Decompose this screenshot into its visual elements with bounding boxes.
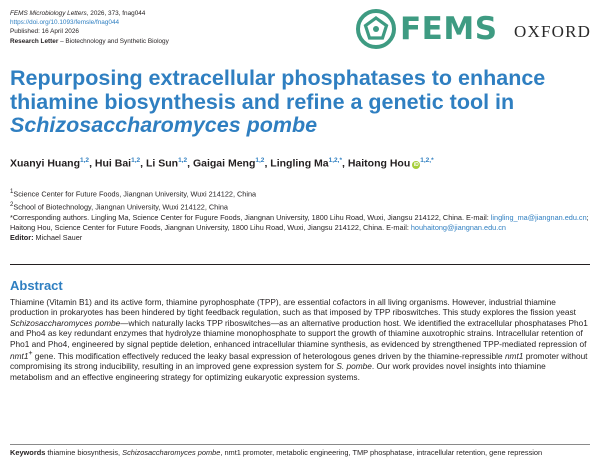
affiliation-1-text: Science Center for Future Foods, Jiangnan University, Wuxi 214122, China	[13, 189, 257, 199]
abstract-segment: Thiamine (Vitamin B1) and its active form, thiamine pyrophosphate (TPP), are essential cofactors in all living organisms. However, industrial thiamine production in prokaryotes has been hindered by tight feedback regulation, such as that imposed by TPP riboswitches. This study explores the fission yeast	[10, 297, 576, 318]
title-line-3: Schizosaccharomyces pombe	[10, 113, 318, 137]
journal-name: FEMS Microbiology Letters	[10, 10, 87, 17]
author-affiliation: 1,2,*	[420, 157, 434, 164]
corresponding-text-2: ; Haitong Hou, Science Center for Future Foods, Jiangnan University, 1800 Lihu Road, Wuxi, Jiangsu 214122, China. E-mail:	[10, 212, 589, 233]
author-affiliation: 1,2	[131, 157, 141, 164]
abstract-italic: nmt1	[504, 350, 524, 361]
orcid-icon[interactable]: iD	[413, 161, 419, 168]
author-separator: ,	[89, 157, 95, 170]
divider	[10, 264, 590, 265]
title-line-1: Repurposing extracellular phosphatases to enhance	[10, 66, 546, 90]
divider	[10, 444, 590, 445]
author-list	[10, 157, 434, 170]
abstract-italic: nmt1	[10, 350, 29, 361]
affiliation-1: $^1$Science Center for Future Foods, Jiangnan University, Wuxi 214122, China	[10, 188, 257, 199]
doi-link[interactable]: https://doi.org/10.1093/femsle/fnag044	[10, 19, 120, 27]
publisher-logos	[356, 8, 592, 52]
email-link[interactable]: lingling_ma@jiangnan.edu.cn	[490, 212, 587, 222]
email-link[interactable]: houhaitong@jiangnan.edu.cn	[410, 223, 506, 233]
author-name[interactable]: Li Sun	[145, 157, 179, 170]
abstract-superscript: +	[28, 350, 33, 358]
author-separator: ,	[140, 157, 146, 170]
author-separator: ,	[264, 157, 271, 170]
affiliation-2: $^2$School of Biotechnology, Jiangnan University, Wuxi 214122, China	[10, 200, 228, 212]
article-type: Research Letter	[10, 37, 59, 45]
author-name[interactable]: Xuanyi Huang	[10, 157, 81, 170]
abstract-italic: Schizosaccharomyces pombe	[10, 317, 121, 328]
abstract-heading: Abstract	[10, 278, 63, 293]
citation-info: , 2026, 373, fnag044	[86, 10, 146, 17]
article-metadata	[10, 9, 169, 46]
title-line-2: thiamine biosynthesis and refine a genetic tool in	[10, 89, 515, 114]
fems-logo-text: FEMS	[400, 11, 498, 47]
keywords-label: Keywords	[10, 448, 46, 457]
keywords-text: thiamine biosynthesis,	[45, 448, 123, 457]
abstract-segment: promoter without compromising its strong inducibility, resulting in an improved gene expression system for	[10, 350, 588, 372]
abstract-segment: gene. This modification effectively reduced the leaky basal expression of heterologous genes driven by the thiamine-repressible	[32, 350, 505, 361]
author-affiliation: 1,2	[178, 157, 188, 164]
author-name[interactable]: Lingling Ma	[270, 157, 329, 170]
author-separator: ,	[187, 157, 193, 170]
author-separator: ,	[341, 157, 348, 170]
editor-name: Michael Sauer	[33, 233, 83, 243]
journal-citation	[10, 9, 169, 18]
author-name[interactable]: Hui Bai	[94, 157, 132, 170]
abstract-segment: . Our work provides novel insights into thiamine metabolism and an effective engineering strategy for optimizing eukaryotic expression systems.	[10, 361, 546, 382]
corresponding-text-1: *Corresponding authors. Lingling Ma, Science Center for Fugure Foods, Jiangnan University, 1800 Lihu Road, Wuxi, Jiangsu 214122, China. E-mail:	[10, 212, 489, 222]
editor-label: Editor:	[10, 233, 34, 243]
published-date: Published: 16 April 2026	[10, 28, 79, 36]
author-name[interactable]: Haitong Hou	[347, 157, 411, 170]
article-title	[10, 67, 570, 138]
author-affiliation: 1,2	[80, 157, 90, 164]
editor-line	[10, 233, 590, 243]
author-name[interactable]: Gaigai Meng	[192, 157, 256, 170]
corresponding-authors	[10, 213, 590, 234]
author-affiliation: 1,2,*	[328, 157, 342, 164]
keywords	[10, 448, 590, 458]
article-subject: – Biotechnology and Synthetic Biology	[58, 37, 169, 45]
author-affiliation: 1,2	[255, 157, 265, 164]
affiliation-2-text: School of Biotechnology, Jiangnan University, Wuxi 214122, China	[13, 202, 228, 212]
affiliations	[10, 187, 590, 244]
oxford-logo-text: OXFORD	[514, 22, 592, 41]
abstract-text	[10, 297, 590, 382]
keywords-text: , nmt1 promoter, metabolic engineering, TMP phosphatase, intracellular retention, gene repression	[220, 448, 543, 457]
abstract-segment: —which naturally lacks TPP riboswitches—as an alternative production host. We identified the extracellular phosphatases Pho1 and Pho4 as key redundant enzymes that hydrolyze thiamine monophosphate to support the growth of thiamine auxotrophic strains. Intracellular retention of Pho1 and Pho4, engineered by signal peptide deletion, enhanced intracellular thiamine synthesis, as evidenced by strengthened TPP-mediated repression of	[10, 317, 588, 349]
keywords-italic: Schizosaccharomyces pombe	[122, 448, 221, 457]
fems-logo-icon	[356, 9, 396, 49]
abstract-italic: S. pombe	[336, 361, 372, 372]
